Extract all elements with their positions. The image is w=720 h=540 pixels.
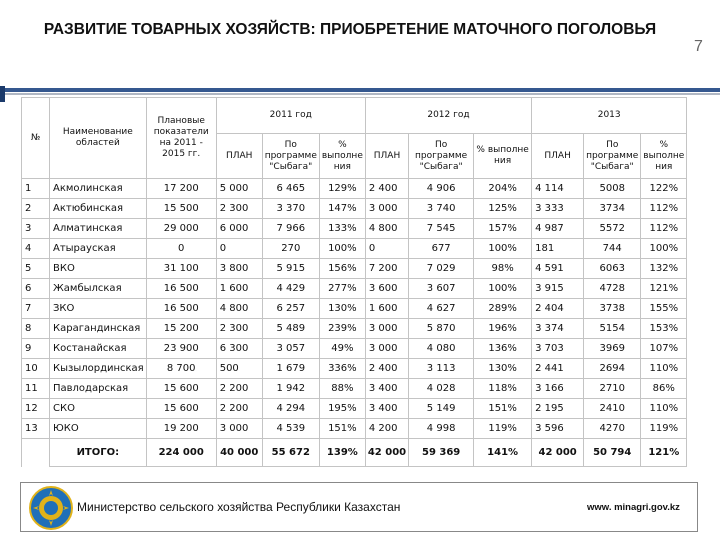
ministry-name: Министерство сельского хозяйства Республики Казахстан (77, 500, 401, 514)
row-num: 12 (22, 399, 50, 419)
percent-2012: 136% (474, 339, 532, 359)
plan-2013: 3 915 (532, 279, 584, 299)
program-2012: 3 113 (409, 359, 474, 379)
plan-2011: 2 200 (216, 399, 262, 419)
total-program-2013: 50 794 (584, 439, 641, 467)
page-number: 7 (694, 38, 703, 55)
plan-2011: 6 300 (216, 339, 262, 359)
planned-value: 23 900 (146, 339, 216, 359)
region-name: Кызылординская (50, 359, 147, 379)
header-percent-2012: % выполне ния (474, 134, 532, 179)
program-2012: 7 029 (409, 259, 474, 279)
planned-value: 15 600 (146, 379, 216, 399)
program-2013: 5008 (584, 179, 641, 199)
program-2011: 1 942 (262, 379, 319, 399)
percent-2013: 155% (641, 299, 687, 319)
program-2011: 7 966 (262, 219, 319, 239)
plan-2011: 2 200 (216, 379, 262, 399)
header-planned: Плановые показатели на 2011 - 2015 гг. (146, 98, 216, 179)
percent-2012: 157% (474, 219, 532, 239)
program-2012: 4 080 (409, 339, 474, 359)
header-rule (5, 88, 720, 92)
header-row-years (22, 98, 687, 134)
plan-2012: 3 400 (365, 399, 408, 419)
program-2011: 4 294 (262, 399, 319, 419)
row-num: 10 (22, 359, 50, 379)
program-2013: 5154 (584, 319, 641, 339)
plan-2012: 3 000 (365, 339, 408, 359)
percent-2012: 100% (474, 279, 532, 299)
row-num: 6 (22, 279, 50, 299)
plan-2013: 3 166 (532, 379, 584, 399)
plan-2012: 0 (365, 239, 408, 259)
row-num: 8 (22, 319, 50, 339)
region-name: Алматинская (50, 219, 147, 239)
plan-2013: 181 (532, 239, 584, 259)
region-name: Актюбинская (50, 199, 147, 219)
planned-value: 29 000 (146, 219, 216, 239)
program-2013: 3734 (584, 199, 641, 219)
program-2013: 4270 (584, 419, 641, 439)
plan-2013: 2 404 (532, 299, 584, 319)
program-2013: 3969 (584, 339, 641, 359)
plan-2013: 3 596 (532, 419, 584, 439)
percent-2011: 156% (319, 259, 365, 279)
percent-2013: 122% (641, 179, 687, 199)
row-num: 9 (22, 339, 50, 359)
program-2011: 4 429 (262, 279, 319, 299)
region-name: Жамбылская (50, 279, 147, 299)
header-plan-2013: ПЛАН (532, 134, 584, 179)
program-2011: 1 679 (262, 359, 319, 379)
percent-2012: 204% (474, 179, 532, 199)
percent-2011: 151% (319, 419, 365, 439)
livestock-table (21, 97, 687, 467)
region-name: ЗКО (50, 299, 147, 319)
percent-2013: 153% (641, 319, 687, 339)
plan-2012: 4 200 (365, 419, 408, 439)
program-2012: 5 870 (409, 319, 474, 339)
row-num: 11 (22, 379, 50, 399)
program-2013: 3738 (584, 299, 641, 319)
header-program-2013: По программе "Сыбага" (584, 134, 641, 179)
plan-2013: 3 703 (532, 339, 584, 359)
plan-2012: 2 400 (365, 359, 408, 379)
table-row (22, 379, 687, 399)
total-label: ИТОГО: (50, 439, 147, 467)
region-name: Атырауская (50, 239, 147, 259)
total-plan-2011: 40 000 (216, 439, 262, 467)
planned-value: 0 (146, 239, 216, 259)
region-name: Карагандинская (50, 319, 147, 339)
planned-value: 15 600 (146, 399, 216, 419)
region-name: Костанайская (50, 339, 147, 359)
table-row (22, 239, 687, 259)
plan-2013: 2 441 (532, 359, 584, 379)
total-row (22, 439, 687, 467)
plan-2013: 4 114 (532, 179, 584, 199)
program-2011: 5 915 (262, 259, 319, 279)
percent-2011: 147% (319, 199, 365, 219)
plan-2013: 3 374 (532, 319, 584, 339)
region-name: Акмолинская (50, 179, 147, 199)
total-plan-2013: 42 000 (532, 439, 584, 467)
program-2013: 2410 (584, 399, 641, 419)
percent-2012: 125% (474, 199, 532, 219)
program-2012: 677 (409, 239, 474, 259)
row-num: 3 (22, 219, 50, 239)
row-num: 2 (22, 199, 50, 219)
program-2012: 3 607 (409, 279, 474, 299)
region-name: Павлодарская (50, 379, 147, 399)
percent-2012: 119% (474, 419, 532, 439)
table-row (22, 179, 687, 199)
total-plan-2012: 42 000 (365, 439, 408, 467)
percent-2013: 132% (641, 259, 687, 279)
percent-2013: 100% (641, 239, 687, 259)
region-name: СКО (50, 399, 147, 419)
percent-2013: 119% (641, 419, 687, 439)
total-program-2012: 59 369 (409, 439, 474, 467)
planned-value: 8 700 (146, 359, 216, 379)
planned-value: 15 500 (146, 199, 216, 219)
percent-2012: 118% (474, 379, 532, 399)
plan-2012: 3 000 (365, 319, 408, 339)
program-2013: 2694 (584, 359, 641, 379)
percent-2011: 49% (319, 339, 365, 359)
program-2011: 3 370 (262, 199, 319, 219)
percent-2013: 86% (641, 379, 687, 399)
percent-2011: 100% (319, 239, 365, 259)
program-2012: 4 627 (409, 299, 474, 319)
percent-2011: 88% (319, 379, 365, 399)
total-percent-2011: 139% (319, 439, 365, 467)
planned-value: 16 500 (146, 299, 216, 319)
percent-2011: 336% (319, 359, 365, 379)
program-2011: 6 465 (262, 179, 319, 199)
plan-2012: 4 800 (365, 219, 408, 239)
row-num: 7 (22, 299, 50, 319)
planned-value: 19 200 (146, 419, 216, 439)
percent-2012: 289% (474, 299, 532, 319)
table-row (22, 299, 687, 319)
plan-2011: 3 000 (216, 419, 262, 439)
header-year-2013: 2013 (532, 98, 687, 134)
total-planned: 224 000 (146, 439, 216, 467)
percent-2011: 195% (319, 399, 365, 419)
header-num: № (22, 98, 50, 179)
program-2012: 4 906 (409, 179, 474, 199)
row-num: 4 (22, 239, 50, 259)
plan-2011: 3 800 (216, 259, 262, 279)
table-row (22, 219, 687, 239)
percent-2011: 129% (319, 179, 365, 199)
percent-2012: 98% (474, 259, 532, 279)
plan-2011: 1 600 (216, 279, 262, 299)
table-row (22, 399, 687, 419)
header-year-2012: 2012 год (365, 98, 531, 134)
header-percent-2011: % выполне ния (319, 134, 365, 179)
plan-2012: 1 600 (365, 299, 408, 319)
planned-value: 31 100 (146, 259, 216, 279)
plan-2013: 3 333 (532, 199, 584, 219)
plan-2013: 4 591 (532, 259, 584, 279)
plan-2012: 3 400 (365, 379, 408, 399)
program-2013: 5572 (584, 219, 641, 239)
row-num: 5 (22, 259, 50, 279)
program-2011: 270 (262, 239, 319, 259)
program-2012: 5 149 (409, 399, 474, 419)
table-row (22, 339, 687, 359)
total-percent-2013: 121% (641, 439, 687, 467)
kazakhstan-emblem-icon (29, 486, 73, 530)
plan-2011: 500 (216, 359, 262, 379)
program-2013: 2710 (584, 379, 641, 399)
program-2011: 5 489 (262, 319, 319, 339)
header-program-2011: По программе "Сыбага" (262, 134, 319, 179)
plan-2012: 3 000 (365, 199, 408, 219)
row-num: 13 (22, 419, 50, 439)
program-2011: 3 057 (262, 339, 319, 359)
header-rule-secondary (5, 93, 720, 95)
header-plan-2011: ПЛАН (216, 134, 262, 179)
row-num: 1 (22, 179, 50, 199)
program-2012: 4 028 (409, 379, 474, 399)
percent-2011: 130% (319, 299, 365, 319)
percent-2011: 277% (319, 279, 365, 299)
plan-2011: 5 000 (216, 179, 262, 199)
total-program-2011: 55 672 (262, 439, 319, 467)
program-2013: 4728 (584, 279, 641, 299)
plan-2013: 2 195 (532, 399, 584, 419)
program-2012: 3 740 (409, 199, 474, 219)
total-num-cell (22, 439, 50, 467)
percent-2013: 112% (641, 219, 687, 239)
table-row (22, 319, 687, 339)
plan-2012: 2 400 (365, 179, 408, 199)
percent-2013: 107% (641, 339, 687, 359)
plan-2011: 6 000 (216, 219, 262, 239)
percent-2011: 239% (319, 319, 365, 339)
percent-2012: 130% (474, 359, 532, 379)
plan-2011: 0 (216, 239, 262, 259)
program-2011: 6 257 (262, 299, 319, 319)
plan-2011: 2 300 (216, 319, 262, 339)
table-row (22, 259, 687, 279)
percent-2011: 133% (319, 219, 365, 239)
table-row (22, 279, 687, 299)
planned-value: 16 500 (146, 279, 216, 299)
footer-bar (20, 482, 698, 532)
plan-2012: 7 200 (365, 259, 408, 279)
percent-2013: 121% (641, 279, 687, 299)
program-2013: 6063 (584, 259, 641, 279)
page-title: РАЗВИТИЕ ТОВАРНЫХ ХОЗЯЙСТВ: ПРИОБРЕТЕНИЕ МАТОЧНОГО ПОГОЛОВЬЯ (43, 21, 657, 38)
planned-value: 17 200 (146, 179, 216, 199)
planned-value: 15 200 (146, 319, 216, 339)
percent-2013: 110% (641, 399, 687, 419)
header-percent-2013: % выполне ния (641, 134, 687, 179)
table-row (22, 359, 687, 379)
website-link[interactable]: www. minagri.gov.kz (587, 502, 680, 513)
program-2012: 7 545 (409, 219, 474, 239)
percent-2013: 110% (641, 359, 687, 379)
plan-2013: 4 987 (532, 219, 584, 239)
region-name: ВКО (50, 259, 147, 279)
percent-2012: 100% (474, 239, 532, 259)
program-2011: 4 539 (262, 419, 319, 439)
total-percent-2012: 141% (474, 439, 532, 467)
percent-2012: 196% (474, 319, 532, 339)
header-region: Наименование областей (50, 98, 147, 179)
header-year-2011: 2011 год (216, 98, 365, 134)
program-2013: 744 (584, 239, 641, 259)
plan-2011: 4 800 (216, 299, 262, 319)
header-program-2012: По программе "Сыбага" (409, 134, 474, 179)
program-2012: 4 998 (409, 419, 474, 439)
percent-2012: 151% (474, 399, 532, 419)
table-row (22, 199, 687, 219)
header-plan-2012: ПЛАН (365, 134, 408, 179)
plan-2012: 3 600 (365, 279, 408, 299)
table-row (22, 419, 687, 439)
percent-2013: 112% (641, 199, 687, 219)
region-name: ЮКО (50, 419, 147, 439)
plan-2011: 2 300 (216, 199, 262, 219)
